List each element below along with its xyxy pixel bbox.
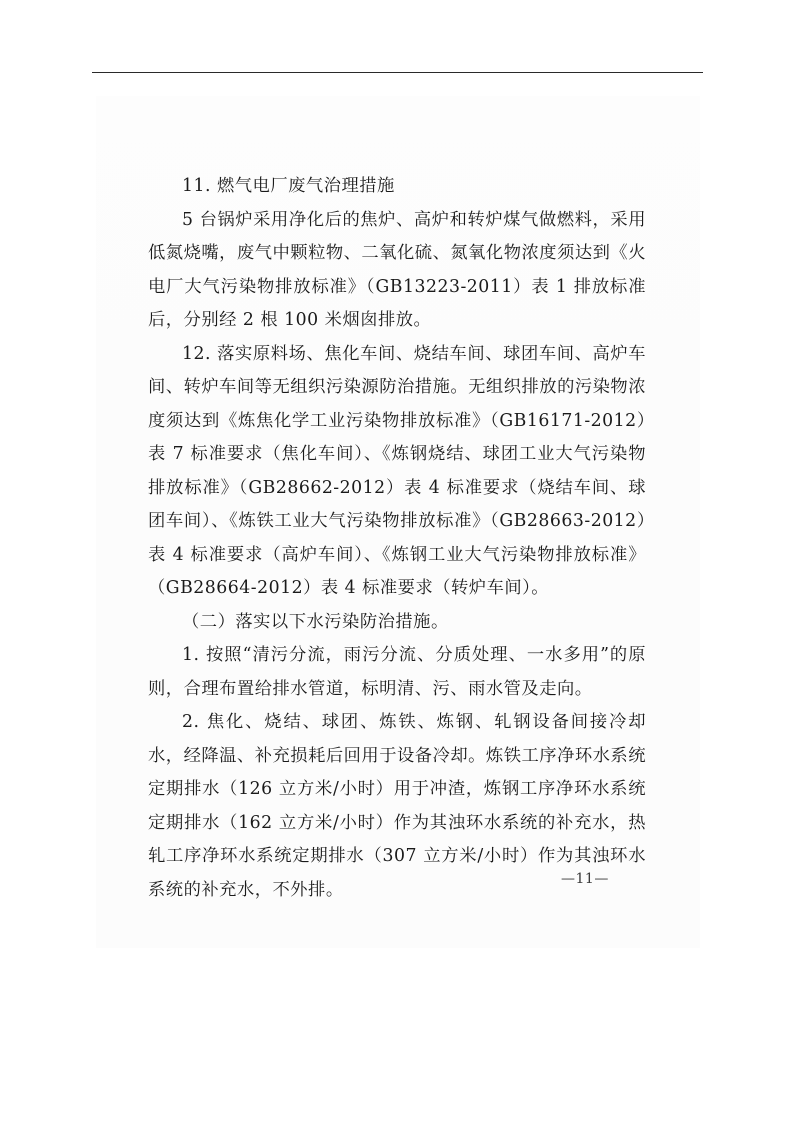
paragraph-drainage-principle: 1. 按照“清污分流，雨污分流、分质处理、一水多用”的原则，合理布置给排水管道，标明清、污、雨水管及走向。: [148, 645, 646, 699]
document-body: [148, 170, 646, 907]
page-number: —11—: [561, 871, 609, 887]
paragraph-cooling-water: 2. 焦化、烧结、球团、炼铁、炼钢、轧钢设备间接冷却水，经降温、补充损耗后回用于设备冷却。炼铁工序净环水系统定期排水（126 立方米/小时）用于冲渣，炼钢工序净环水系统定期排水（162 立方米/小时）作为其浊环水系统的补充水，热轧工序净环水系统定期排水（307 立方米/小时）作为其浊环水系统的补充水，不外排。: [148, 712, 646, 900]
header-rule: [92, 72, 703, 73]
section-heading-11: 11. 燃气电厂废气治理措施: [182, 176, 395, 196]
section-heading-water: （二）落实以下水污染防治措施。: [182, 611, 449, 632]
paragraph-fugitive-emissions: 12. 落实原料场、焦化车间、烧结车间、球团车间、高炉车间、转炉车间等无组织污染源防治措施。无组织排放的污染物浓度须达到《炼焦化学工业污染物排放标准》（GB16171-2012）表 7 标准要求（焦化车间）、《炼钢烧结、球团工业大气污染物排放标准》（GB28662-2012）表 4 标准要求（烧结车间、球团车间）、《炼铁工业大气污染物排放标准》（GB28663-2012）表 4 标准要求（高炉车间）、《炼钢工业大气污染物排放标准》（GB28664-2012）表 4 标准要求（转炉车间）。: [148, 343, 646, 598]
paragraph-boiler-emissions: 5 台锅炉采用净化后的焦炉、高炉和转炉煤气做燃料，采用低氮烧嘴，废气中颗粒物、二氧化硫、氮氧化物浓度须达到《火电厂大气污染物排放标准》（GB13223-2011）表 1 排放标准后，分别经 2 根 100 米烟囱排放。: [148, 209, 646, 330]
